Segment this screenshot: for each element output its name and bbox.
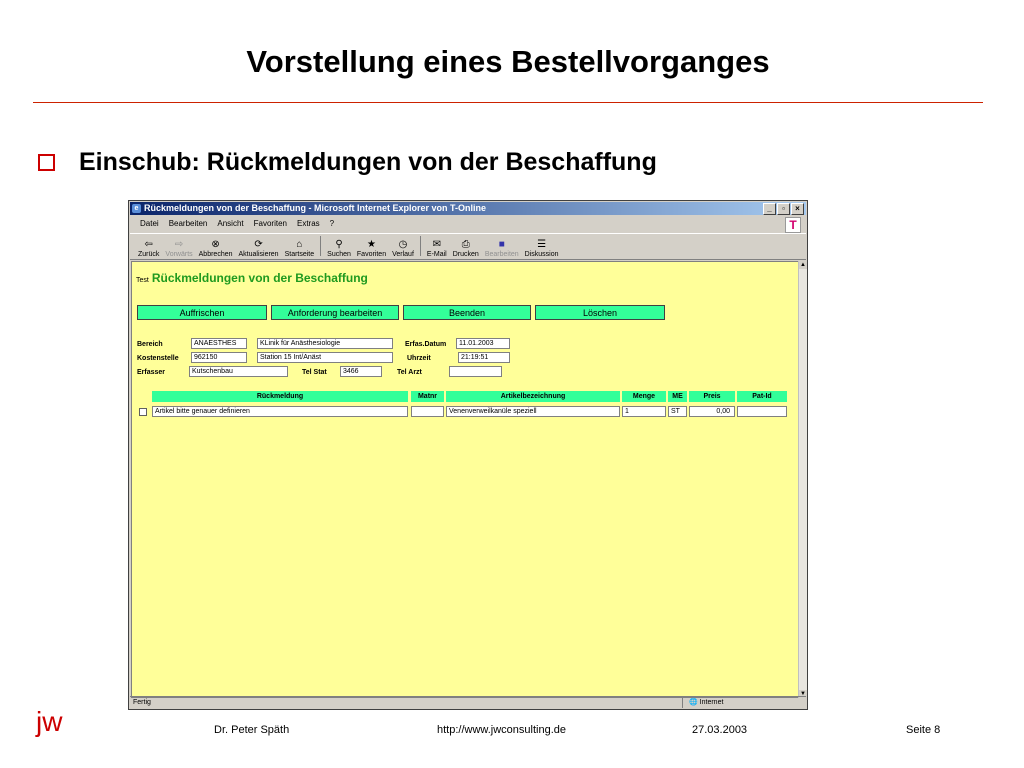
history-button[interactable]: ◷ Verlauf bbox=[392, 238, 414, 258]
col-header-preis: Preis bbox=[689, 391, 735, 402]
menu-datei[interactable]: Datei bbox=[140, 219, 159, 228]
preis-cell[interactable]: 0,00 bbox=[689, 406, 735, 417]
menu-favoriten[interactable]: Favoriten bbox=[253, 219, 287, 228]
status-text: Fertig bbox=[133, 699, 151, 706]
auffrischen-button[interactable]: Auffrischen bbox=[137, 305, 267, 320]
me-cell[interactable]: ST bbox=[668, 406, 687, 417]
tel-stat-field[interactable]: 3466 bbox=[340, 366, 382, 377]
t-online-logo: T bbox=[785, 217, 801, 233]
bereich-label: Bereich bbox=[137, 341, 163, 348]
col-header-me: ME bbox=[668, 391, 687, 402]
footer-author: Dr. Peter Späth bbox=[214, 724, 290, 736]
menu-bearbeiten[interactable]: Bearbeiten bbox=[168, 219, 208, 228]
erfasser-field[interactable]: Kutschenbau bbox=[189, 366, 288, 377]
menge-cell[interactable]: 1 bbox=[622, 406, 666, 417]
browser-window bbox=[128, 200, 808, 710]
home-button[interactable]: ⌂ Startseite bbox=[284, 238, 315, 258]
refresh-icon: ⟳ bbox=[254, 238, 263, 250]
history-icon: ◷ bbox=[398, 238, 408, 250]
mail-icon: ✉ bbox=[432, 238, 441, 250]
tel-arzt-field[interactable] bbox=[449, 366, 502, 377]
bullet-point bbox=[38, 146, 657, 178]
restore-button[interactable]: ▫ bbox=[777, 203, 790, 215]
search-button[interactable]: ⚲ Suchen bbox=[327, 238, 351, 258]
loeschen-button[interactable]: Löschen bbox=[535, 305, 665, 320]
col-header-menge: Menge bbox=[622, 391, 666, 402]
col-header-matnr: Matnr bbox=[411, 391, 444, 402]
scroll-down-icon[interactable]: ▼ bbox=[800, 691, 806, 697]
footer-date: 27.03.2003 bbox=[692, 724, 748, 736]
tel-arzt-label: Tel Arzt bbox=[397, 369, 422, 376]
page-prefix: Test bbox=[136, 277, 149, 284]
menu-bar bbox=[130, 217, 806, 231]
beenden-button[interactable]: Beenden bbox=[403, 305, 531, 320]
jw-logo: jw bbox=[36, 706, 63, 737]
browser-toolbar bbox=[130, 233, 806, 260]
erfas-datum-field[interactable]: 11.01.2003 bbox=[456, 338, 510, 349]
toolbar-separator bbox=[320, 236, 321, 256]
bereich-code-field[interactable]: ANAESTHES bbox=[191, 338, 247, 349]
page-heading bbox=[136, 271, 368, 285]
home-icon: ⌂ bbox=[296, 238, 303, 250]
tel-stat-label: Tel Stat bbox=[302, 369, 327, 376]
bereich-name-field[interactable]: KLinik für Anästhesiologie bbox=[257, 338, 393, 349]
globe-icon: 🌐 bbox=[689, 699, 698, 706]
close-button[interactable]: × bbox=[791, 203, 804, 215]
checkbox-bullet-icon bbox=[38, 154, 55, 171]
stop-button[interactable]: ⊗ Abbrechen bbox=[198, 238, 233, 258]
forward-arrow-icon: ⇨ bbox=[174, 238, 184, 250]
kostenstelle-code-field[interactable]: 962150 bbox=[191, 352, 247, 363]
stop-icon: ⊗ bbox=[211, 238, 220, 250]
page-content bbox=[131, 261, 801, 698]
kostenstelle-name-field[interactable]: Station 15 Int/Anäst bbox=[257, 352, 393, 363]
col-header-pat-id: Pat-Id bbox=[737, 391, 787, 402]
footer-url: http://www.jwconsulting.de bbox=[437, 724, 567, 736]
rueckmeldung-cell[interactable]: Artikel bitte genauer definieren bbox=[152, 406, 408, 417]
edit-icon: ■ bbox=[498, 238, 505, 250]
search-icon: ⚲ bbox=[335, 238, 343, 250]
matnr-cell[interactable] bbox=[411, 406, 444, 417]
vertical-scrollbar[interactable] bbox=[798, 261, 807, 698]
discussion-button[interactable]: ☰ Diskussion bbox=[524, 238, 559, 258]
favorites-button[interactable]: ★ Favoriten bbox=[356, 238, 387, 258]
menu-ansicht[interactable]: Ansicht bbox=[217, 219, 244, 228]
menu-extras[interactable]: Extras bbox=[296, 219, 320, 228]
erfas-datum-label: Erfas.Datum bbox=[405, 341, 447, 348]
minimize-button[interactable]: _ bbox=[763, 203, 776, 215]
erfasser-label: Erfasser bbox=[137, 369, 166, 376]
mail-button[interactable]: ✉ E-Mail bbox=[426, 238, 447, 258]
uhrzeit-label: Uhrzeit bbox=[407, 355, 431, 362]
discussion-icon: ☰ bbox=[537, 238, 547, 250]
scroll-up-icon[interactable]: ▲ bbox=[800, 262, 806, 268]
forward-button[interactable]: ⇨ Vorwärts bbox=[165, 238, 193, 258]
row-select-checkbox[interactable] bbox=[139, 408, 147, 416]
ie-icon: e bbox=[132, 204, 141, 213]
title-divider bbox=[33, 102, 983, 103]
artikel-cell[interactable]: Venenverweilkanüle speziell bbox=[446, 406, 620, 417]
zone-indicator: 🌐 Internet bbox=[682, 697, 723, 708]
page-title: Rückmeldungen von der Beschaffung bbox=[151, 271, 368, 285]
footer-page-number: Seite 8 bbox=[906, 724, 941, 736]
refresh-button[interactable]: ⟳ Aktualisieren bbox=[238, 238, 279, 258]
pat-id-cell[interactable] bbox=[737, 406, 787, 417]
action-buttons bbox=[137, 305, 665, 320]
window-titlebar bbox=[130, 202, 806, 215]
slide-title: Vorstellung eines Bestellvorganges bbox=[246, 44, 770, 79]
status-bar bbox=[130, 696, 806, 708]
col-header-rueckmeldung: Rückmeldung bbox=[152, 391, 408, 402]
back-arrow-icon: ⇦ bbox=[144, 238, 153, 250]
kostenstelle-label: Kostenstelle bbox=[137, 355, 179, 362]
uhrzeit-field[interactable]: 21:19:51 bbox=[458, 352, 510, 363]
window-title: Rückmeldungen von der Beschaffung - Microsoft Internet Explorer von T-Online bbox=[144, 203, 487, 213]
print-button[interactable]: ⎙ Drucken bbox=[452, 238, 479, 258]
col-header-artikelbezeichnung: Artikelbezeichnung bbox=[446, 391, 620, 402]
menu-help[interactable]: ? bbox=[329, 219, 335, 228]
toolbar-separator bbox=[420, 236, 421, 256]
window-controls bbox=[763, 203, 804, 215]
print-icon: ⎙ bbox=[461, 238, 470, 250]
back-button[interactable]: ⇦ Zurück bbox=[138, 238, 160, 258]
edit-button[interactable]: ■ Bearbeiten bbox=[484, 238, 519, 258]
anforderung-bearbeiten-button[interactable]: Anforderung bearbeiten bbox=[271, 305, 399, 320]
favorites-icon: ★ bbox=[367, 238, 376, 250]
bullet-text: Einschub: Rückmeldungen von der Beschaffung bbox=[79, 147, 657, 176]
